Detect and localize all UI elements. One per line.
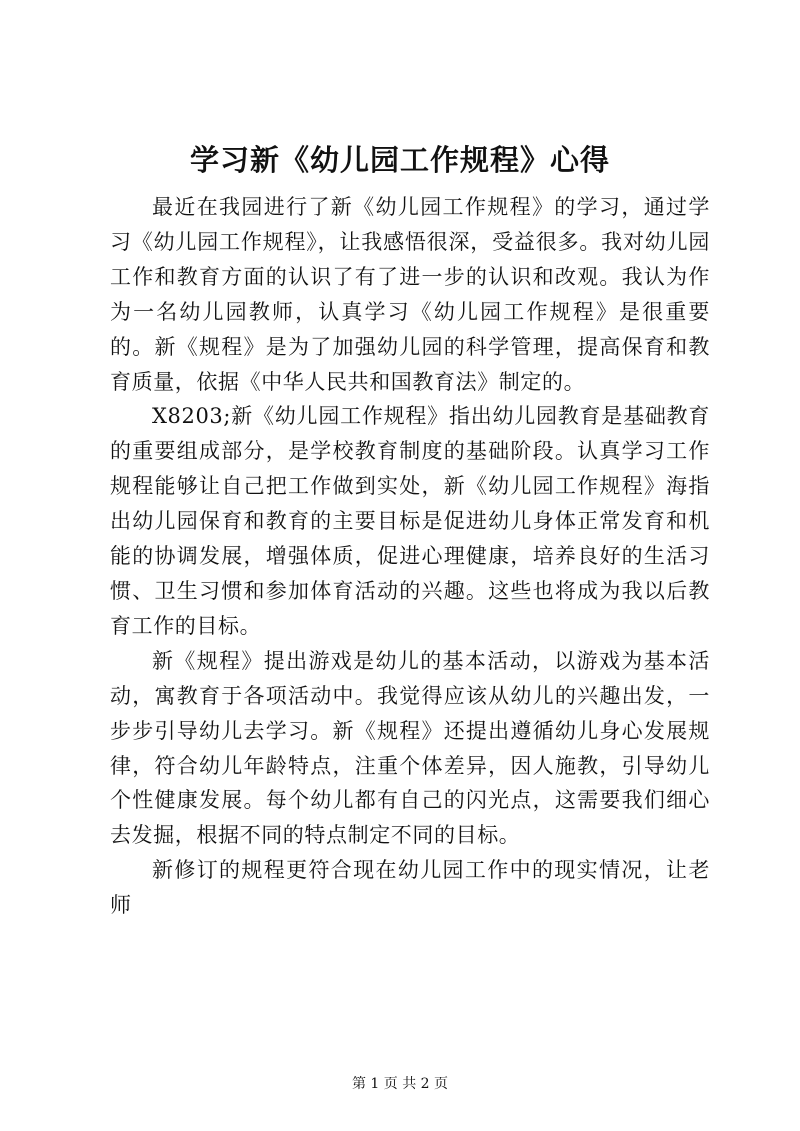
paragraph-1: 最近在我园进行了新《幼儿园工作规程》的学习，通过学习《幼儿园工作规程》，让我感悟很深，受益很多。我对幼儿园工作和教育方面的认识了有了进一步的认识和改观。我认为作为一名幼儿园教师，认真学习《幼儿园工作规程》是很重要的。新《规程》是为了加强幼儿园的科学管理，提高保育和教育质量，依据《中华人民共和国教育法》制定的。	[110, 195, 710, 394]
document-body	[110, 190, 710, 923]
paragraph-4: 新修订的规程更符合现在幼儿园工作中的现实情况，让老师	[110, 858, 710, 918]
page-footer: 第 1 页 共 2 页	[351, 1076, 449, 1092]
paragraph-2: X8203;新《幼儿园工作规程》指出幼儿园教育是基础教育的重要组成部分，是学校教育制度的基础阶段。认真学习工作规程能够让自己把工作做到实处，新《幼儿园工作规程》海指出幼儿园保育和教育的主要目标是促进幼儿身体正常发育和机能的协调发展，增强体质，促进心理健康，培养良好的生活习惯、卫生习惯和参加体育活动的兴趣。这些也将成为我以后教育工作的目标。	[110, 404, 710, 638]
paragraph-3: 新《规程》提出游戏是幼儿的基本活动，以游戏为基本活动，寓教育于各项活动中。我觉得应该从幼儿的兴趣出发，一步步引导幼儿去学习。新《规程》还提出遵循幼儿身心发展规律，符合幼儿年龄特点，注重个体差异，因人施教，引导幼儿个性健康发展。每个幼儿都有自己的闪光点，这需要我们细心去发掘，根据不同的特点制定不同的目标。	[110, 648, 710, 848]
document-title: 学习新《幼儿园工作规程》心得	[189, 143, 610, 177]
